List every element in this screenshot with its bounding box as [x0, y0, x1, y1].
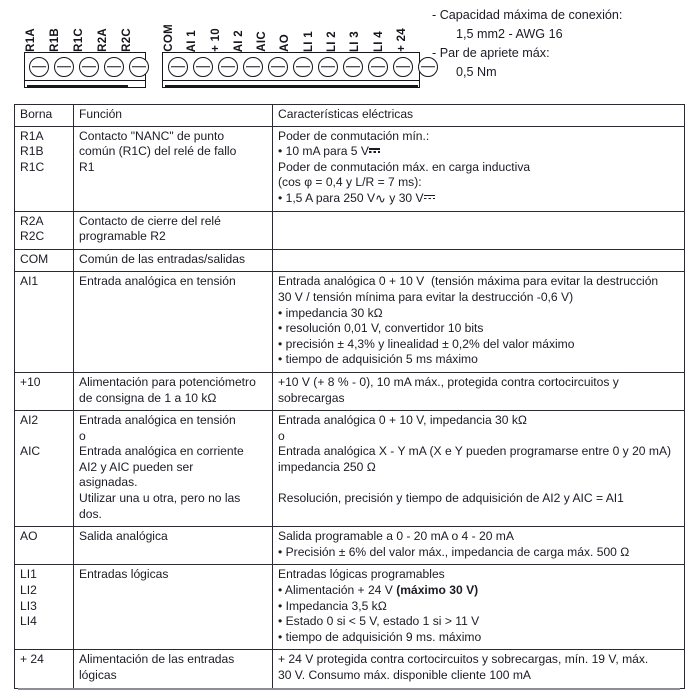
carac-line: 30 V / tensión mínima para evitar la destrucción -0,6 V) — [278, 289, 574, 304]
io-terminal-group — [162, 6, 422, 88]
carac-line: Poder de conmutación mín.: — [278, 128, 430, 143]
funcion-line: Alimentación para potenciómetro — [79, 374, 256, 389]
carac-text: • Alimentación + 24 V — [278, 583, 397, 598]
dc-voltage-icon — [424, 193, 435, 202]
carac-line: • tiempo de adquisición 9 ms. máximo — [278, 629, 482, 644]
cell-funcion-ao — [74, 527, 273, 565]
carac-line: o — [278, 428, 285, 443]
cell-funcion-li — [74, 565, 273, 650]
terminal-label-com: COM — [163, 24, 175, 52]
funcion-line: común (R1C) del relé de fallo — [79, 144, 237, 159]
table-row — [15, 527, 685, 565]
cell-borna-plus10 — [15, 372, 74, 410]
screw-terminal-r2a[interactable] — [104, 57, 124, 77]
cell-caracteristicas-ai2-aic — [273, 411, 685, 527]
column-header-borna: Borna — [15, 105, 74, 127]
table-row — [15, 272, 685, 373]
carac-line: 30 V. Consumo máx. disponible cliente 100 mA — [278, 668, 531, 682]
carac-line-supply — [278, 583, 679, 599]
carac-line: • Estado 0 si < 5 V, estado 1 si > 11 V — [278, 614, 480, 629]
screw-terminal-li1[interactable] — [318, 57, 338, 77]
carac-line: • tiempo de adquisición 5 ms máximo — [278, 352, 478, 367]
cell-funcion-r2 — [74, 211, 273, 249]
terminal-label-ao: AO — [279, 34, 292, 52]
relay-terminal-group — [24, 6, 148, 88]
terminal-label-li2: LI 2 — [326, 30, 339, 52]
cell-caracteristicas-r2 — [273, 211, 685, 249]
table-row — [15, 249, 685, 272]
carac-line: +10 V (+ 8 % - 0), 10 mA máx., protegida contra cortocircuitos y — [278, 374, 619, 389]
io-terminal-foot — [163, 80, 419, 87]
borna-r2c: R2C — [20, 229, 45, 244]
cell-caracteristicas-ai1 — [273, 272, 685, 373]
relay-terminal-labels — [24, 6, 148, 52]
funcion-line: Alimentación de las entradas — [79, 652, 235, 667]
borna-r1b: R1B — [20, 144, 44, 159]
screw-terminal-plus10[interactable] — [218, 57, 238, 77]
funcion-line: o — [79, 428, 86, 443]
terminal-label-ai2: AI 2 — [232, 29, 245, 52]
funcion-line: Salida analógica — [79, 529, 168, 544]
borna-spacer — [20, 429, 68, 445]
io-screw-row — [163, 53, 419, 80]
borna-r1c: R1C — [20, 159, 45, 174]
carac-line: Entrada analógica 0 + 10 V (tensión máxima para evitar la destrucción — [278, 274, 659, 289]
terminal-label-li3: LI 3 — [349, 30, 362, 52]
funcion-line: AI2 y AIC pueden ser — [79, 459, 194, 474]
cell-borna-r2 — [15, 211, 74, 249]
borna-li3: LI3 — [20, 598, 37, 613]
terminal-label-r2a: R2A — [97, 28, 109, 52]
screw-terminal-ai2[interactable] — [243, 57, 263, 77]
screw-terminal-li2[interactable] — [343, 57, 363, 77]
funcion-line: Utilizar una u otra, pero no las — [79, 491, 241, 506]
cell-caracteristicas-plus24 — [273, 650, 685, 688]
terminal-label-r2c: R2C — [121, 28, 133, 52]
cell-funcion-ai1 — [74, 272, 273, 373]
borna-plus10: +10 — [20, 374, 41, 389]
carac-text: • 10 mA para 5 V — [278, 144, 369, 159]
terminal-label-aic: AIC — [256, 31, 269, 52]
funcion-line: Contacto "NANC" de punto — [79, 128, 225, 143]
table-row — [15, 650, 685, 688]
borna-li1: LI1 — [20, 567, 37, 582]
funcion-line: dos. — [79, 506, 102, 521]
screw-terminal-li4[interactable] — [393, 57, 413, 77]
funcion-line: Entrada analógica en corriente — [79, 444, 244, 459]
relay-terminal-foot — [25, 80, 145, 87]
column-header-caracteristicas: Características eléctricas — [273, 105, 685, 127]
table-row — [15, 411, 685, 527]
table-header-row — [15, 105, 685, 127]
cell-caracteristicas-r1 — [273, 126, 685, 211]
table-row — [15, 211, 685, 249]
screw-terminal-aic[interactable] — [268, 57, 288, 77]
relay-screw-row — [25, 53, 145, 80]
screw-terminal-com[interactable] — [168, 57, 188, 77]
table-row — [15, 372, 685, 410]
terminal-label-li4: LI 4 — [372, 30, 385, 52]
cell-borna-ao — [15, 527, 74, 565]
carac-line: (cos φ = 0,4 y L/R = 7 ms): — [278, 175, 422, 190]
terminal-label-plus10: + 10 — [209, 28, 222, 52]
carac-text-tail: y 30 V — [385, 190, 424, 205]
spec-note-capacity-value: 1,5 mm2 - AWG 16 — [456, 27, 563, 41]
screw-terminal-li3[interactable] — [368, 57, 388, 77]
cell-funcion-plus10 — [74, 372, 273, 410]
cell-caracteristicas-plus10 — [273, 372, 685, 410]
carac-text: • 1,5 A para 250 V — [278, 190, 376, 205]
ac-voltage-icon: ∿ — [375, 190, 386, 206]
cell-borna-plus24 — [15, 650, 74, 688]
screw-terminal-ai1[interactable] — [193, 57, 213, 77]
borna-li2: LI2 — [20, 583, 37, 598]
carac-line: Poder de conmutación máx. en carga inductiva — [278, 159, 531, 174]
connection-spec-notes — [432, 6, 694, 82]
io-terminal-body — [162, 52, 420, 88]
carac-line: • Precisión ± 6% del valor máx., impedancia de carga máx. 500 Ω — [278, 544, 630, 559]
borna-r2a: R2A — [20, 213, 44, 228]
carac-spacer — [278, 475, 679, 491]
borna-com: COM — [20, 251, 49, 266]
funcion-line: programable R2 — [79, 229, 166, 244]
borna-ao: AO — [20, 529, 38, 544]
relay-terminal-body — [24, 52, 146, 88]
funcion-line: Común de las entradas/salidas — [79, 251, 246, 266]
terminal-label-li1: LI 1 — [302, 30, 315, 52]
carac-line: • precisión ± 4,3% y linealidad ± 0,2% del valor máximo — [278, 336, 575, 351]
funcion-line: Entrada analógica en tensión — [79, 274, 236, 289]
funcion-line: Entrada analógica en tensión — [79, 413, 236, 428]
borna-r1a: R1A — [20, 128, 44, 143]
carac-line: Entrada analógica X - Y mA (X e Y pueden programarse entre 0 y 20 mA) — [278, 444, 672, 459]
funcion-line: de consigna de 1 a 10 kΩ — [79, 390, 217, 405]
terminal-label-r1b: R1B — [49, 28, 61, 52]
carac-line: Resolución, precisión y tiempo de adquisición de AI2 y AIC = AI1 — [278, 491, 624, 506]
carac-text-bold: (máximo 30 V) — [396, 583, 479, 598]
carac-line: • Impedancia 3,5 kΩ — [278, 598, 387, 613]
cell-borna-ai1 — [15, 272, 74, 373]
terminal-label-plus24: + 24 — [395, 28, 408, 52]
screw-terminal-r1c[interactable] — [79, 57, 99, 77]
screw-terminal-ao[interactable] — [293, 57, 313, 77]
funcion-line: Entradas lógicas — [79, 567, 169, 582]
funcion-line: R1 — [79, 159, 95, 174]
terminal-specification-table — [14, 104, 685, 689]
carac-line: Salida programable a 0 - 20 mA o 4 - 20 mA — [278, 529, 514, 544]
io-terminal-labels — [162, 6, 422, 52]
spec-note-capacity-title: - Capacidad máxima de conexión: — [432, 8, 623, 22]
screw-terminal-r1a[interactable] — [29, 57, 49, 77]
carac-line-ac — [278, 191, 679, 207]
spec-note-torque-title: - Par de apriete máx: — [432, 46, 550, 60]
screw-terminal-r1b[interactable] — [54, 57, 74, 77]
carac-line: • resolución 0,01 V, convertidor 10 bits — [278, 321, 484, 336]
carac-line-dc — [278, 144, 679, 160]
cell-borna-li — [15, 565, 74, 650]
borna-aic: AIC — [20, 444, 41, 459]
dc-voltage-icon — [369, 146, 380, 155]
cell-caracteristicas-ao — [273, 527, 685, 565]
cell-funcion-ai2-aic — [74, 411, 273, 527]
terminal-label-r1a: R1A — [25, 28, 37, 52]
cell-borna-com — [15, 249, 74, 272]
cell-borna-r1 — [15, 126, 74, 211]
cell-caracteristicas-li — [273, 565, 685, 650]
screw-terminal-r2c[interactable] — [129, 57, 149, 77]
cell-caracteristicas-com — [273, 249, 685, 272]
borna-ai1: AI1 — [20, 274, 39, 289]
funcion-line: asignadas. — [79, 475, 138, 490]
borna-plus24: + 24 — [20, 652, 44, 667]
terminal-label-r1c: R1C — [73, 28, 85, 52]
borna-li4: LI4 — [20, 614, 37, 629]
carac-line: impedancia 250 Ω — [278, 459, 376, 474]
terminal-label-ai1: AI 1 — [186, 29, 199, 52]
carac-line: sobrecargas — [278, 390, 345, 405]
borna-ai2: AI2 — [20, 413, 39, 428]
table-row — [15, 565, 685, 650]
table-row — [15, 126, 685, 211]
funcion-line: lógicas — [79, 668, 117, 682]
cell-borna-ai2-aic — [15, 411, 74, 527]
cell-funcion-r1 — [74, 126, 273, 211]
carac-line: Entradas lógicas programables — [278, 567, 445, 582]
cell-funcion-plus24 — [74, 650, 273, 688]
spec-note-torque-value: 0,5 Nm — [456, 65, 497, 79]
column-header-funcion: Función — [74, 105, 273, 127]
carac-line: Entrada analógica 0 + 10 V, impedancia 30 kΩ — [278, 413, 527, 428]
carac-line: + 24 V protegida contra cortocircuitos y sobrecargas, mín. 19 V, máx. — [278, 652, 649, 667]
cell-funcion-com — [74, 249, 273, 272]
carac-line: • impedancia 30 kΩ — [278, 305, 383, 320]
funcion-line: Contacto de cierre del relé — [79, 213, 221, 228]
page-footer-rule — [18, 688, 680, 690]
